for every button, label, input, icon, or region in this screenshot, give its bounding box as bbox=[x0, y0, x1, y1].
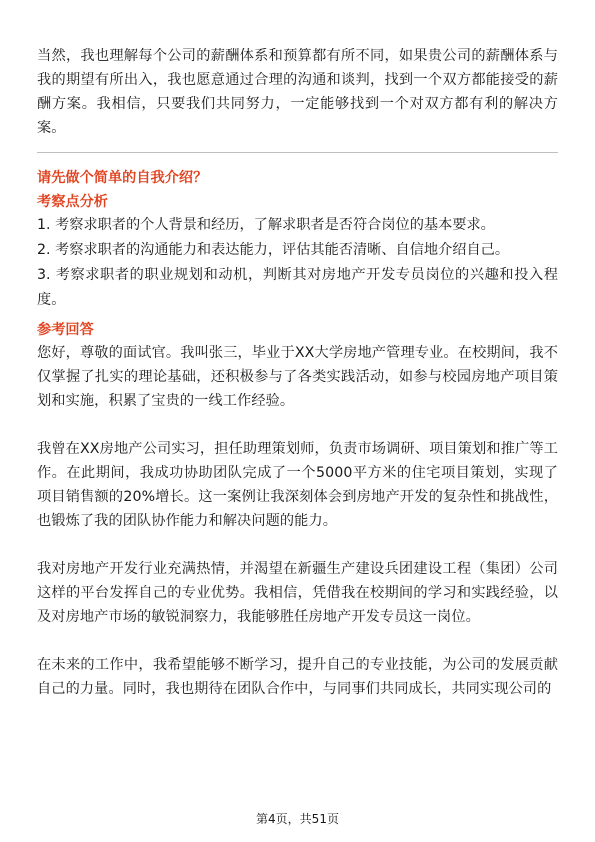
analysis-item: 2. 考察求职者的沟通能力和表达能力，评估其能否清晰、自信地介绍自己。 bbox=[37, 242, 510, 258]
answer-paragraph: 您好，尊敬的面试官。我叫张三，毕业于XX大学房地产管理专业。在校期间，我不仅掌握了扎实的理论基础，还积极参与了各类实践活动，如参与校园房地产项目策划和实施，积累了宝贵的一线工作经验。 bbox=[37, 345, 558, 409]
analysis-list bbox=[37, 213, 558, 313]
analysis-item: 1. 考察求职者的个人背景和经历，了解求职者是否符合岗位的基本要求。 bbox=[37, 217, 495, 233]
intro-paragraph: 当然，我也理解每个公司的薪酬体系和预算都有所不同，如果贵公司的薪酬体系与我的期望有所出入，我也愿意通过合理的沟通和谈判，找到一个双方都能接受的薪酬方案。我相信，只要我们共同努力，一定能够找到一个对双方都有利的解决方案。 bbox=[37, 48, 558, 136]
paragraph-gap bbox=[37, 629, 558, 653]
answer-paragraph: 在未来的工作中，我希望能够不断学习，提升自己的专业技能，为公司的发展贡献自己的力量。同时，我也期待在团队合作中，与同事们共同成长，共同实现公司的 bbox=[37, 657, 558, 697]
answer-paragraph: 我曾在XX房地产公司实习，担任助理策划师，负责市场调研、项目策划和推广等工作。在此期间，我成功协助团队完成了一个5000平方米的住宅项目策划，实现了项目销售额的20%增长。这一案例让我深刻体会到房地产开发的复杂性和挑战性，也锻炼了我的团队协作能力和解决问题的能力。 bbox=[37, 441, 558, 529]
question-heading: 请先做个简单的自我介绍？ bbox=[37, 170, 208, 186]
section-divider bbox=[37, 152, 558, 153]
page-footer: 第4页，共51页 bbox=[256, 812, 339, 826]
paragraph-gap bbox=[37, 413, 558, 437]
analysis-title: 考察点分析 bbox=[37, 194, 108, 210]
answer-title: 参考回答 bbox=[37, 322, 94, 338]
paragraph-gap bbox=[37, 533, 558, 557]
answer-paragraph: 我对房地产开发行业充满热情，并渴望在新疆生产建设兵团建设工程（集团）公司这样的平台发挥自己的专业优势。我相信，凭借我在校期间的学习和实践经验，以及对房地产市场的敏锐洞察力，我能够胜任房地产开发专员这一岗位。 bbox=[37, 561, 558, 625]
page-content bbox=[37, 44, 558, 701]
analysis-item: 3. 考察求职者的职业规划和动机，判断其对房地产开发专员岗位的兴趣和投入程度。 bbox=[37, 267, 558, 308]
